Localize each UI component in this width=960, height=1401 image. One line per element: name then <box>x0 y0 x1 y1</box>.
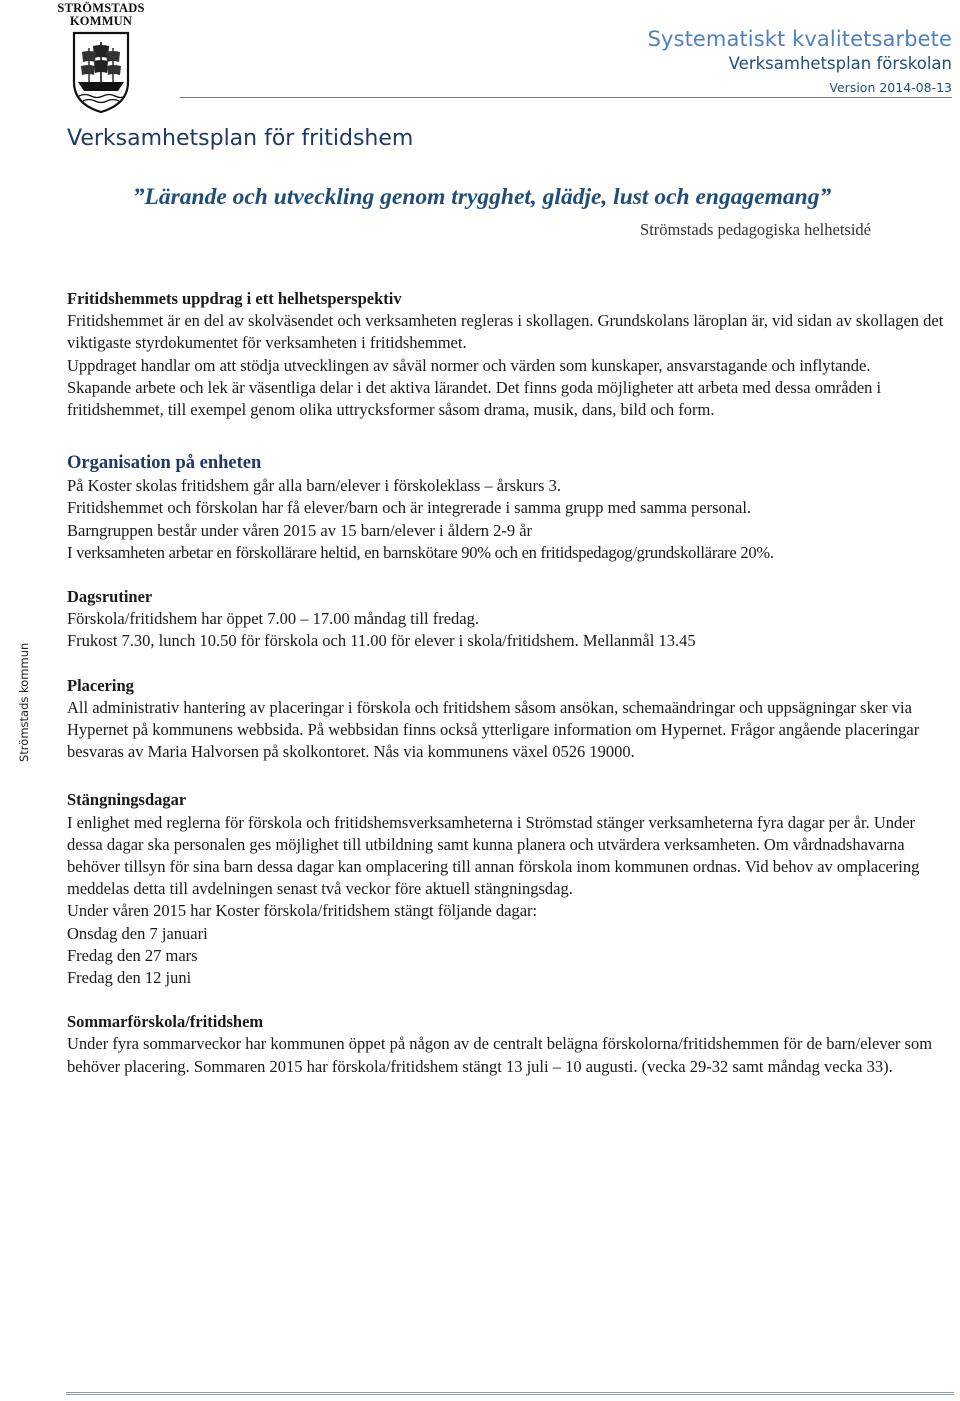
paragraph: Skapande arbete och lek är väsentliga delar i det aktiva lärandet. Det finns goda möjligheter att arbeta med dessa områden i fritidshemmet, till exempel genom olika uttrycksformer såsom drama, musik, dans, bild och form. <box>67 377 882 420</box>
motto-source: Strömstads pedagogiska helhetsidé <box>640 220 871 239</box>
document-header <box>648 26 952 96</box>
municipality-logo <box>56 2 146 114</box>
section-heading-placering: Placering <box>67 675 134 695</box>
side-label: Strömstads kommun <box>17 642 31 762</box>
text-line: I verksamheten arbetar en förskollärare heltid, en barnskötare 90% och en fritidspedagog/grundskollärare 20%. <box>67 542 774 562</box>
section-heading-sommar: Sommarförskola/fritidshem <box>67 1012 264 1032</box>
header-subtitle: Verksamhetsplan förskolan <box>728 54 952 73</box>
header-title: Systematiskt kvalitetsarbete <box>647 27 952 51</box>
closing-date: Onsdag den 7 januari <box>67 923 208 943</box>
section-heading-organisation: Organisation på enheten <box>67 453 262 474</box>
logo-line-1: STRÖMSTADS <box>57 1 145 15</box>
text-line: Under våren 2015 har Koster förskola/fritidshem stängt följande dagar: <box>67 901 538 921</box>
document-body <box>67 288 953 1078</box>
paragraph: Uppdraget handlar om att stödja utvecklingen av såväl normer och värden som kunskaper, ansvarstagande och inflytande. <box>67 355 871 375</box>
header-version: Version 2014-08-13 <box>829 80 952 95</box>
section-heading-stangningsdagar: Stängningsdagar <box>67 790 187 810</box>
section-heading-uppdrag: Fritidshemmets uppdrag i ett helhetsperspektiv <box>67 289 402 308</box>
paragraph: I enlighet med reglerna för förskola och fritidshemsverksamheterna i Strömstad stänger verksamheterna fyra dagar per år. Under dessa dagar ska personalen ges möjlighet till utbildning samt kunna planera och utvärdera verksamheten. Om vårdnadshavarna behöver tillsyn för sina barn dessa dagar kan omplacering till annan förskola inom kommunen ordnas. Vid behov av omplacering meddelas detta till avdelningen senast två veckor före aktuell stängningsdag. <box>67 812 920 899</box>
paragraph: Fritidshemmet är en del av skolväsendet och verksamheten regleras i skollagen. Grundskolans läroplan är, vid sidan av skollagen det viktigaste styrdokumentet för verksamheten i fritidshemmet. <box>67 311 944 353</box>
section-heading-dagsrutiner: Dagsrutiner <box>67 587 153 607</box>
paragraph: Under fyra sommarveckor har kommunen öppet på någon av de centralt belägna förskolorna/fritidshemmen för de barn/elever som behöver placering. Sommaren 2015 har förskola/fritidshem stängt 13 juli – 10 augusti. (vecka 29-32 samt måndag vecka 33). <box>67 1034 933 1076</box>
header-rule <box>180 97 952 98</box>
text-line: Barngruppen består under våren 2015 av 15 barn/elever i åldern 2-9 år <box>67 520 533 540</box>
closing-date: Fredag den 27 mars <box>67 945 198 965</box>
text-line: Förskola/fritidshem har öppet 7.00 – 17.00 måndag till fredag. <box>67 609 479 629</box>
logo-line-2: KOMMUN <box>69 14 133 28</box>
text-line: På Koster skolas fritidshem går alla barn/elever i förskoleklass – årskurs 3. <box>67 476 561 496</box>
paragraph: All administrativ hantering av placeringar i förskola och fritidshem såsom ansökan, schemaändringar och uppsägningar sker via Hypernet på kommunens webbsida. På webbsidan finns också ytterligare information om Hypernet. Frågor angående placeringar besvaras av Maria Halvorsen på skolkontoret. Nås via kommunens växel 0526 19000. <box>67 697 920 762</box>
text-line: Frukost 7.30, lunch 10.50 för förskola och 11.00 för elever i skola/fritidshem. Mellanmål 13.45 <box>67 631 696 651</box>
motto-quote: ”Lärande och utveckling genom trygghet, glädje, lust och engagemang” <box>132 184 832 210</box>
coat-of-arms-ship-icon <box>71 30 131 114</box>
footer-rule <box>66 1392 954 1395</box>
closing-date: Fredag den 12 juni <box>67 968 192 988</box>
document-title: Verksamhetsplan för fritidshem <box>67 126 414 151</box>
text-line: Fritidshemmet och förskolan har få elever/barn och är integrerade i samma grupp med samma personal. <box>67 498 752 518</box>
